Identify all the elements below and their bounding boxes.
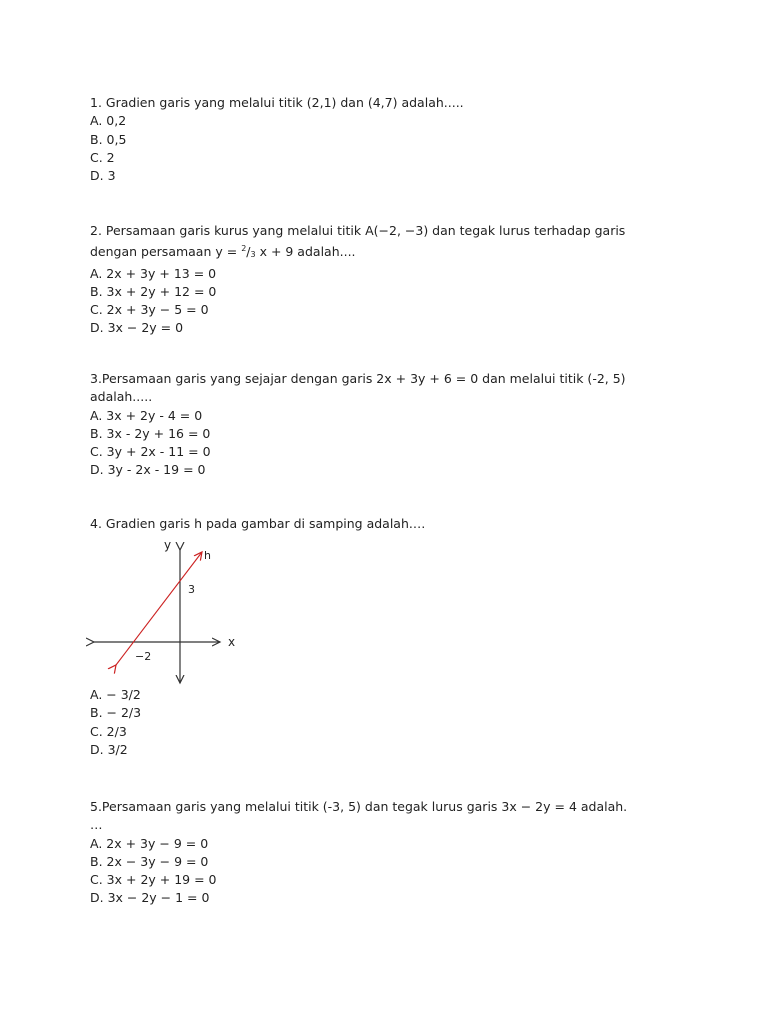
question-5-option-a: A. 2x + 3y − 9 = 0 — [90, 835, 209, 851]
question-1-option-a: A. 0,2 — [90, 113, 127, 129]
question-1-option-d: D. 3 — [90, 168, 116, 184]
question-1-option-b: B. 0,5 — [90, 131, 127, 147]
question-2-text-line-2 — [90, 240, 625, 264]
question-2 — [90, 222, 625, 338]
question-5-text-line-2: … — [90, 817, 103, 833]
question-3-option-c: C. 3y + 2x - 11 = 0 — [90, 444, 211, 460]
question-4-options — [90, 686, 141, 759]
question-1 — [90, 94, 464, 185]
fraction-denominator: 3 — [250, 250, 256, 260]
question-2-line-2-prefix: dengan persamaan y = — [90, 244, 242, 260]
question-4-option-d: D. 3/2 — [90, 741, 128, 757]
question-2-option-b: B. 3x + 2y + 12 = 0 — [90, 283, 217, 299]
question-5-text-line-1: 5.Persamaan garis yang melalui titik (-3, 5) dan tegak lurus garis 3x − 2y = 4 adalah. — [90, 799, 628, 814]
question-3-text-line-2: adalah..... — [90, 389, 153, 405]
question-4-text: 4. Gradien garis h pada gambar di samping adalah.… — [90, 516, 426, 531]
question-3 — [90, 370, 626, 480]
question-2-option-d: D. 3x − 2y = 0 — [90, 320, 184, 336]
y-axis-label: y — [164, 538, 172, 552]
fraction-slash: / — [246, 244, 251, 260]
question-2-line-2-suffix: x + 9 adalah.... — [255, 244, 356, 260]
question-3-option-b: B. 3x - 2y + 16 = 0 — [90, 425, 211, 441]
question-1-text: 1. Gradien garis yang melalui titik (2,1) dan (4,7) adalah..... — [90, 95, 464, 110]
question-4-option-c: C. 2/3 — [90, 723, 127, 739]
y-intercept-label: 3 — [188, 583, 195, 596]
question-3-option-a: A. 3x + 2y - 4 = 0 — [90, 407, 203, 423]
question-2-option-c: C. 2x + 3y − 5 = 0 — [90, 302, 209, 318]
question-4-option-a: A. − 3/2 — [90, 687, 141, 702]
line-graph — [86, 537, 256, 687]
line-h-label: h — [204, 549, 211, 562]
x-intercept-label: −2 — [135, 650, 152, 663]
fraction-numerator: 2 — [241, 244, 247, 254]
line-h — [116, 552, 202, 665]
question-4 — [90, 515, 426, 757]
question-3-text-line-1: 3.Persamaan garis yang sejajar dengan garis 2x + 3y + 6 = 0 dan melalui titik (-2, 5) — [90, 371, 626, 386]
question-2-text-line-1: 2. Persamaan garis kurus yang melalui titik A(−2, −3) dan tegak lurus terhadap garis — [90, 223, 626, 238]
question-1-option-c: C. 2 — [90, 149, 115, 165]
question-4-option-b: B. − 2/3 — [90, 705, 142, 721]
question-2-option-a: A. 2x + 3y + 13 = 0 — [90, 265, 217, 281]
question-3-option-d: D. 3y - 2x - 19 = 0 — [90, 462, 206, 478]
x-axis-label: x — [228, 635, 236, 649]
question-5-option-c: C. 3x + 2y + 19 = 0 — [90, 872, 217, 888]
question-5-option-d: D. 3x − 2y − 1 = 0 — [90, 890, 210, 906]
question-5 — [90, 798, 627, 908]
question-5-option-b: B. 2x − 3y − 9 = 0 — [90, 853, 209, 869]
